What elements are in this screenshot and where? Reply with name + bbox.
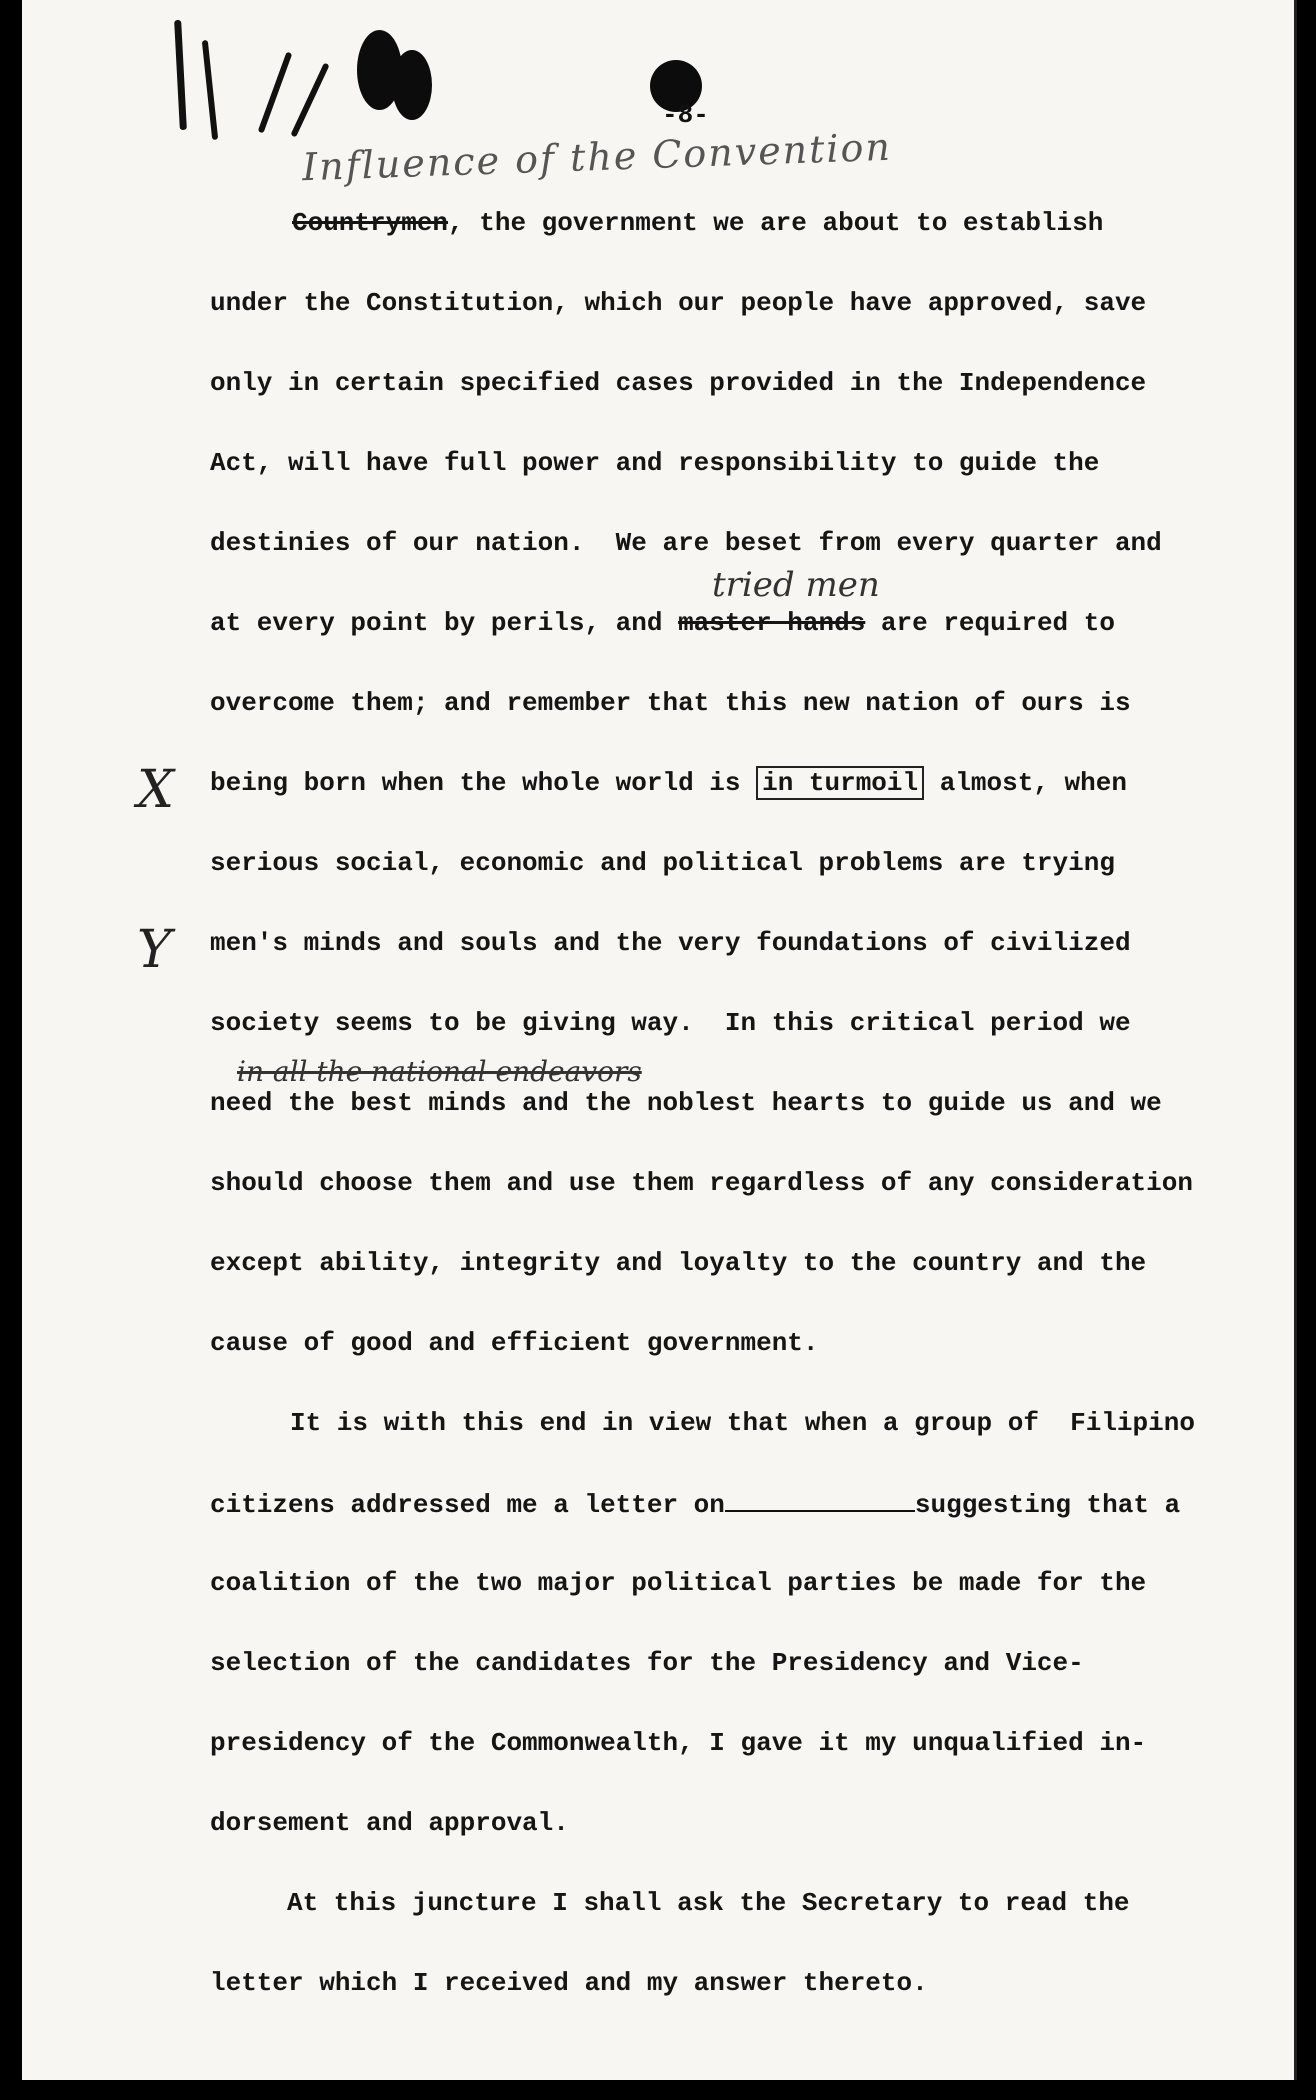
text-line-2: under the Constitution, which our people have approved, save: [210, 288, 1147, 318]
document-page: [22, 0, 1297, 2080]
text-line-13: should choose them and use them regardless of any consideration: [210, 1168, 1193, 1198]
text-line-21: dorsement and approval.: [210, 1808, 569, 1838]
text-line-11: society seems to be giving way. In this critical period we: [210, 1008, 1131, 1038]
margin-mark-y: Y: [137, 920, 172, 980]
ink-stroke: [258, 52, 293, 134]
ink-stroke: [202, 40, 218, 140]
text-line-4: Act, will have full power and responsibility to guide the: [210, 448, 1100, 478]
blank-date-line: [725, 1488, 915, 1512]
text-line-3: only in certain specified cases provided in the Independence: [210, 368, 1147, 398]
text-line-9: serious social, economic and political problems are trying: [210, 848, 1115, 878]
text-line-16: It is with this end in view that when a group of Filipino: [290, 1408, 1195, 1438]
page-number: -8-: [662, 100, 709, 130]
text-line-12: need the best minds and the noblest hearts to guide us and we: [210, 1088, 1162, 1118]
ink-blot: [392, 50, 432, 120]
text-line-5: destinies of our nation. We are beset from every quarter and: [210, 528, 1162, 558]
handwritten-insert-tried-men: tried men: [712, 565, 880, 605]
text-line-10: men's minds and souls and the very foundations of civilized: [210, 928, 1131, 958]
text-line-17: citizens addressed me a letter on suggesting that a: [210, 1490, 1181, 1520]
ink-stroke: [290, 62, 329, 137]
text-line-15: cause of good and efficient government.: [210, 1328, 819, 1358]
text-line-7: overcome them; and remember that this new nation of ours is: [210, 688, 1131, 718]
ink-stroke: [174, 20, 187, 130]
text-line-14: except ability, integrity and loyalty to the country and the: [210, 1248, 1147, 1278]
text-line-18: coalition of the two major political parties be made for the: [210, 1568, 1147, 1598]
text-line-22: At this juncture I shall ask the Secretary to read the: [287, 1888, 1130, 1918]
text-line-19: selection of the candidates for the Presidency and Vice-: [210, 1648, 1084, 1678]
text-line-20: presidency of the Commonwealth, I gave it my unqualified in-: [210, 1728, 1147, 1758]
handwritten-heading: Influence of the Convention: [301, 124, 893, 190]
text-line-23: letter which I received and my answer thereto.: [210, 1968, 928, 1998]
text-line-8: being born when the whole world is in turmoil almost, when: [210, 768, 1127, 798]
text-line-1: Countrymen, the government we are about to establish: [292, 208, 1104, 238]
margin-mark-x: X: [137, 760, 175, 820]
handwritten-struck-phrase: in all the national endeavors: [237, 1055, 642, 1088]
text-line-6: at every point by perils, and master hands are required to: [210, 608, 1115, 638]
